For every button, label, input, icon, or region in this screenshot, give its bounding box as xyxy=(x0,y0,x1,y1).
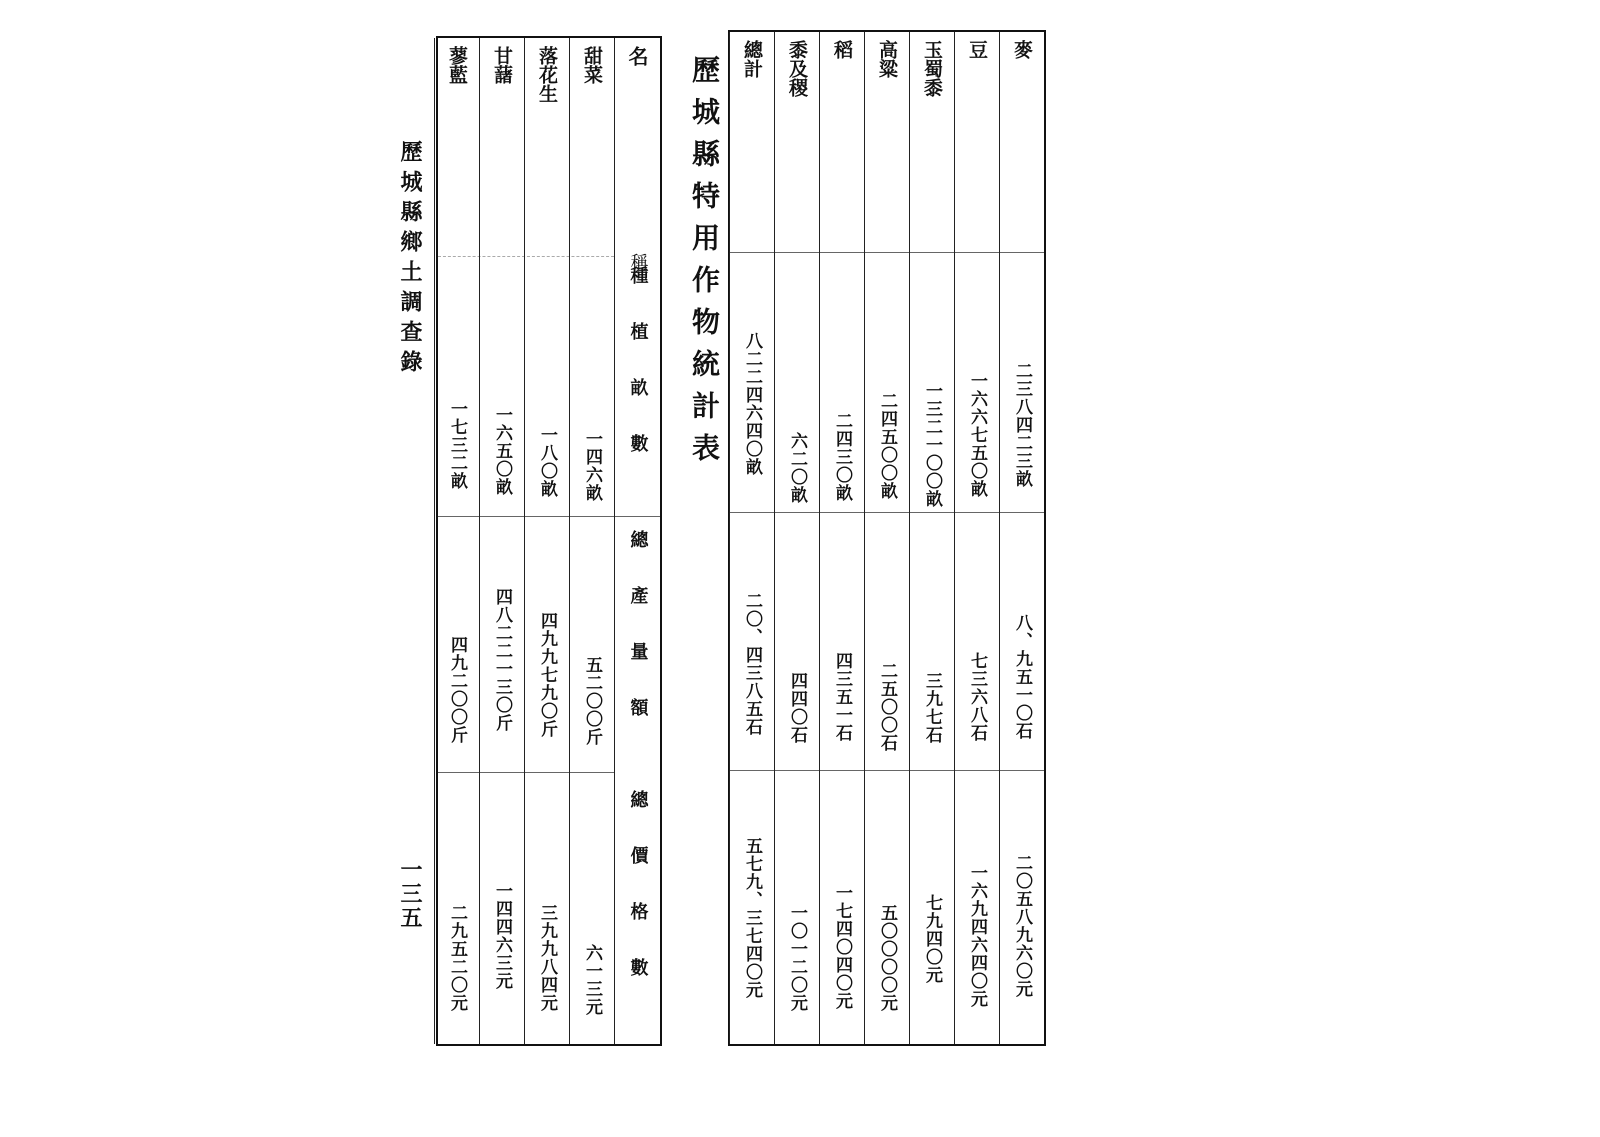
total-output: 七三六八石 xyxy=(967,652,987,742)
planted-area: 一七三二畝 xyxy=(447,400,467,490)
planted-area: 一六六七五〇畝 xyxy=(967,372,987,498)
crop-name: 稻 xyxy=(831,40,853,59)
crop-name-cell xyxy=(525,46,569,103)
table-row xyxy=(909,32,954,1044)
header-name-cell xyxy=(615,46,660,66)
table-row xyxy=(569,38,614,1044)
crop-name: 豆 xyxy=(966,40,988,59)
total-output-cell xyxy=(910,672,954,744)
total-output: 八、九五一〇石 xyxy=(1012,614,1032,740)
header-area-cell xyxy=(615,266,660,490)
table-title: 歷城縣特用作物統計表 xyxy=(688,55,721,475)
header-quantity-cell xyxy=(615,530,660,754)
total-value-cell xyxy=(865,904,909,1012)
total-value: 三九九八四元 xyxy=(537,904,557,1012)
planted-area: 一三二一〇〇畝 xyxy=(922,382,942,508)
total-output: 四四〇石 xyxy=(787,672,807,744)
total-output-cell xyxy=(955,652,999,742)
total-value-cell xyxy=(955,864,999,1008)
crop-name-cell xyxy=(480,46,524,84)
total-value: 六一三元 xyxy=(582,944,602,1016)
table-row xyxy=(819,32,864,1044)
planted-area: 一四六畝 xyxy=(582,430,602,502)
page-number: 一三五 xyxy=(397,858,423,930)
total-output: 三九七石 xyxy=(922,672,942,744)
total-output: 四九九七九〇斤 xyxy=(537,612,557,738)
crop-statistics-table-right xyxy=(728,30,1046,1046)
total-value-cell xyxy=(480,882,524,990)
header-quantity: 總產量額 xyxy=(627,530,649,754)
total-output: 二五〇〇石 xyxy=(877,662,897,752)
header-name-2: 稱 xyxy=(627,253,649,271)
total-output: 四八二二一三〇斤 xyxy=(492,588,512,732)
planted-area-cell xyxy=(820,412,864,502)
total-output-cell xyxy=(525,612,569,738)
running-header: 歷城縣鄉土調查錄 xyxy=(397,140,423,380)
planted-area-cell xyxy=(730,332,774,476)
total-value: 一〇一二〇元 xyxy=(787,904,807,1012)
total-output-cell xyxy=(820,652,864,742)
total-value-cell xyxy=(775,904,819,1012)
planted-area-cell xyxy=(865,392,909,500)
planted-area: 一六五〇畝 xyxy=(492,406,512,496)
total-value: 一六九四六四〇元 xyxy=(967,864,987,1008)
crop-name-cell xyxy=(1000,40,1044,59)
total-output-cell xyxy=(480,588,524,732)
total-output: 二〇、四三八五石 xyxy=(742,592,762,736)
planted-area: 二四五〇〇畝 xyxy=(877,392,897,500)
planted-area: 八二二四六四〇畝 xyxy=(742,332,762,476)
crop-name-cell xyxy=(910,40,954,97)
total-output-cell xyxy=(435,636,479,744)
total-value-cell xyxy=(820,884,864,1010)
planted-area-cell xyxy=(435,400,479,490)
crop-name: 麥 xyxy=(1011,40,1033,59)
planted-area-cell xyxy=(525,426,569,498)
header-area: 種植畝數 xyxy=(627,266,649,490)
total-output-cell xyxy=(775,672,819,744)
crop-name: 高粱 xyxy=(876,40,898,78)
total-value: 二〇五八九六〇元 xyxy=(1012,854,1032,998)
crop-name-cell xyxy=(570,46,614,84)
header-value-cell xyxy=(615,790,660,1014)
planted-area: 二四三〇畝 xyxy=(832,412,852,502)
total-value: 五七九、三七四〇元 xyxy=(742,837,762,999)
crop-name-cell xyxy=(775,40,819,97)
header-column xyxy=(614,38,660,1044)
total-output-cell xyxy=(570,656,614,746)
planted-area-cell xyxy=(775,432,819,504)
crop-statistics-table-left xyxy=(436,36,662,1046)
crop-name: 蓼藍 xyxy=(446,46,468,84)
crop-name-cell xyxy=(435,46,479,84)
planted-area-cell xyxy=(480,406,524,496)
crop-name-cell xyxy=(730,40,774,78)
total-value-cell xyxy=(1000,854,1044,998)
planted-area-cell xyxy=(1000,362,1044,488)
table-row xyxy=(524,38,569,1044)
planted-area: 六二〇畝 xyxy=(787,432,807,504)
table-row xyxy=(729,32,774,1044)
total-value-cell xyxy=(570,944,614,1016)
crop-name-cell xyxy=(820,40,864,59)
table-row xyxy=(479,38,524,1044)
planted-area: 一八〇畝 xyxy=(537,426,557,498)
table-row xyxy=(774,32,819,1044)
total-value-cell xyxy=(730,837,774,999)
crop-name-cell xyxy=(955,40,999,59)
total-value: 二九五二〇元 xyxy=(447,904,467,1012)
planted-area-cell xyxy=(910,382,954,508)
total-output: 五二〇〇斤 xyxy=(582,656,602,746)
total-output-cell xyxy=(865,662,909,752)
table-row xyxy=(864,32,909,1044)
total-value: 五〇〇〇〇元 xyxy=(877,904,897,1012)
crop-name: 甘藷 xyxy=(491,46,513,84)
table-row xyxy=(954,32,999,1044)
total-value: 一四四六三元 xyxy=(492,882,512,990)
total-output: 四九二〇〇斤 xyxy=(447,636,467,744)
total-value-cell xyxy=(435,904,479,1012)
total-value: 一七四〇四〇元 xyxy=(832,884,852,1010)
total-output: 四三五一石 xyxy=(832,652,852,742)
table-row xyxy=(434,38,479,1044)
total-output-cell xyxy=(1000,614,1044,740)
crop-name: 玉蜀黍 xyxy=(921,40,943,97)
planted-area: 二三八四二三畝 xyxy=(1012,362,1032,488)
total-value: 七九四〇元 xyxy=(922,894,942,984)
total-output-cell xyxy=(730,592,774,736)
crop-name: 甜菜 xyxy=(581,46,603,84)
crop-name: 總計 xyxy=(741,40,763,78)
table-row xyxy=(999,32,1044,1044)
crop-name: 黍及稷 xyxy=(786,40,808,97)
total-value-cell xyxy=(525,904,569,1012)
planted-area-cell xyxy=(570,430,614,502)
header-value: 總價格數 xyxy=(627,790,649,1014)
header-name: 名 xyxy=(625,46,649,66)
crop-name: 落花生 xyxy=(536,46,558,103)
total-value-cell xyxy=(910,894,954,984)
planted-area-cell xyxy=(955,372,999,498)
crop-name-cell xyxy=(865,40,909,78)
